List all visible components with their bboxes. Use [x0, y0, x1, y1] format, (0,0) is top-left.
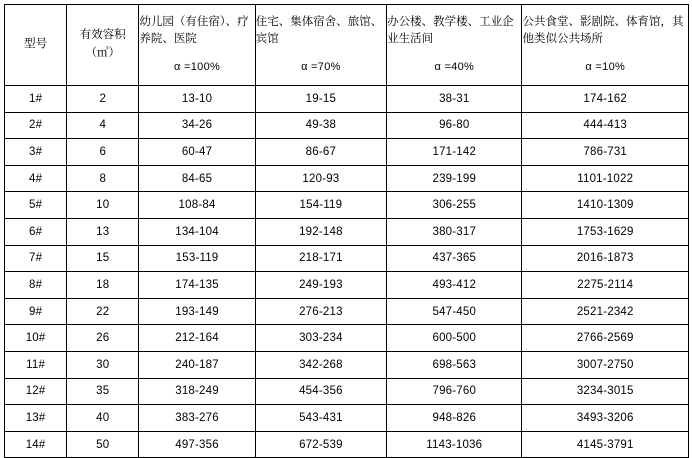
cell-model: 12#: [5, 378, 67, 405]
cell-residential: 342-268: [255, 351, 386, 378]
cell-volume: 2: [67, 86, 139, 113]
cell-office: 948-826: [387, 405, 522, 432]
column-header-volume: 有效容积（㎥）: [67, 5, 139, 86]
cell-model: 4#: [5, 165, 67, 192]
cell-residential: 86-67: [255, 139, 386, 166]
cell-office: 239-199: [387, 165, 522, 192]
cell-volume: 30: [67, 351, 139, 378]
cell-residential: 19-15: [255, 86, 386, 113]
table-row: [5, 245, 689, 272]
cell-kindergarten: 318-249: [139, 378, 255, 405]
cell-model: 10#: [5, 325, 67, 352]
cell-kindergarten: 108-84: [139, 192, 255, 219]
cell-public: 4145-3791: [522, 431, 689, 458]
cell-public: 3234-3015: [522, 378, 689, 405]
cell-public: 3493-3206: [522, 405, 689, 432]
cell-model: 5#: [5, 192, 67, 219]
cell-office: 698-563: [387, 351, 522, 378]
cell-kindergarten: 134-104: [139, 218, 255, 245]
cell-public: 1410-1309: [522, 192, 689, 219]
table-row: [5, 325, 689, 352]
cell-model: 3#: [5, 139, 67, 166]
cell-kindergarten: 212-164: [139, 325, 255, 352]
cell-residential: 672-539: [255, 431, 386, 458]
cell-public: 1753-1629: [522, 218, 689, 245]
cell-kindergarten: 383-276: [139, 405, 255, 432]
cell-public: 3007-2750: [522, 351, 689, 378]
cell-volume: 22: [67, 298, 139, 325]
cell-public: 2766-2569: [522, 325, 689, 352]
table-row: [5, 378, 689, 405]
column-header-office: 办公楼、教学楼、工业企业生活间 α =40%: [387, 5, 522, 86]
cell-model: 2#: [5, 112, 67, 139]
cell-volume: 4: [67, 112, 139, 139]
cell-volume: 13: [67, 218, 139, 245]
table-row: [5, 112, 689, 139]
cell-volume: 35: [67, 378, 139, 405]
cell-residential: 276-213: [255, 298, 386, 325]
cell-volume: 26: [67, 325, 139, 352]
table-row: [5, 218, 689, 245]
cell-office: 796-760: [387, 378, 522, 405]
cell-residential: 543-431: [255, 405, 386, 432]
cell-residential: 154-119: [255, 192, 386, 219]
cell-model: 8#: [5, 272, 67, 299]
cell-office: 1143-1036: [387, 431, 522, 458]
cell-residential: 218-171: [255, 245, 386, 272]
cell-office: 437-365: [387, 245, 522, 272]
table-row: [5, 405, 689, 432]
cell-volume: 18: [67, 272, 139, 299]
column-header-kindergarten: 幼儿园（有住宿）、疗养院、医院 α =100%: [139, 5, 255, 86]
cell-model: 7#: [5, 245, 67, 272]
cell-kindergarten: 13-10: [139, 86, 255, 113]
cell-office: 171-142: [387, 139, 522, 166]
cell-public: 1101-1022: [522, 165, 689, 192]
table-row: [5, 165, 689, 192]
cell-volume: 6: [67, 139, 139, 166]
cell-kindergarten: 60-47: [139, 139, 255, 166]
cell-office: 547-450: [387, 298, 522, 325]
cell-office: 600-500: [387, 325, 522, 352]
cell-residential: 249-193: [255, 272, 386, 299]
table-header-row: [5, 5, 689, 86]
cell-kindergarten: 174-135: [139, 272, 255, 299]
cell-volume: 10: [67, 192, 139, 219]
cell-model: 11#: [5, 351, 67, 378]
cell-public: 174-162: [522, 86, 689, 113]
table-body: [5, 86, 689, 458]
cell-kindergarten: 84-65: [139, 165, 255, 192]
cell-residential: 454-356: [255, 378, 386, 405]
cell-kindergarten: 240-187: [139, 351, 255, 378]
capacity-spec-table: [4, 4, 689, 458]
column-header-model: 型号: [5, 5, 67, 86]
table-row: [5, 298, 689, 325]
cell-kindergarten: 193-149: [139, 298, 255, 325]
cell-volume: 8: [67, 165, 139, 192]
cell-volume: 15: [67, 245, 139, 272]
table-row: [5, 272, 689, 299]
cell-kindergarten: 153-119: [139, 245, 255, 272]
column-header-residential: 住宅、集体宿舍、旅馆、宾馆 α =70%: [255, 5, 386, 86]
cell-public: 2521-2342: [522, 298, 689, 325]
table-row: [5, 139, 689, 166]
cell-public: 786-731: [522, 139, 689, 166]
cell-office: 380-317: [387, 218, 522, 245]
cell-residential: 192-148: [255, 218, 386, 245]
cell-model: 14#: [5, 431, 67, 458]
table-row: [5, 86, 689, 113]
table-row: [5, 192, 689, 219]
cell-office: 96-80: [387, 112, 522, 139]
cell-volume: 40: [67, 405, 139, 432]
cell-kindergarten: 34-26: [139, 112, 255, 139]
cell-public: 2016-1873: [522, 245, 689, 272]
table-row: [5, 351, 689, 378]
cell-model: 13#: [5, 405, 67, 432]
cell-residential: 120-93: [255, 165, 386, 192]
cell-public: 444-413: [522, 112, 689, 139]
cell-office: 38-31: [387, 86, 522, 113]
cell-model: 6#: [5, 218, 67, 245]
cell-residential: 303-234: [255, 325, 386, 352]
cell-public: 2275-2114: [522, 272, 689, 299]
cell-office: 493-412: [387, 272, 522, 299]
table-header: [5, 5, 689, 86]
cell-model: 9#: [5, 298, 67, 325]
cell-volume: 50: [67, 431, 139, 458]
cell-residential: 49-38: [255, 112, 386, 139]
table-row: [5, 431, 689, 458]
column-header-public: 公共食堂、影剧院、体育馆，其他类似公共场所 α =10%: [522, 5, 689, 86]
cell-model: 1#: [5, 86, 67, 113]
cell-office: 306-255: [387, 192, 522, 219]
cell-kindergarten: 497-356: [139, 431, 255, 458]
